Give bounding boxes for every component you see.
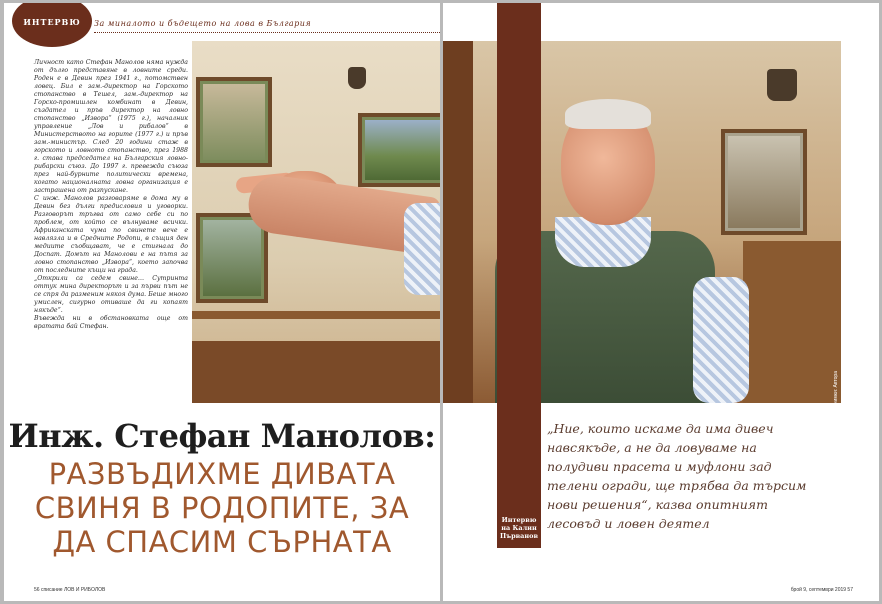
interviewer-credit: Интервю на Калин Първанов	[499, 516, 538, 540]
body-paragraph: С инж. Манолов разговаряме в дома му в Девин без дълги предисловия и уговорки. Разговорът тръгва от само себе си по проблем, от който се вълнуваме всички. Африканската чума по свинете вече е навлязла и в Средните Родопи, в същия ден медиите съобщават, че е стигнала до Доспат. Домът на Манолови е на пътя за ловно стопанство „Извора“, което започва от последните къщи на града.	[34, 195, 188, 274]
mirror-frame	[721, 129, 807, 235]
accent-column	[497, 3, 541, 548]
body-paragraph: „Открили са седем свине… Сутринта оттук мина директорът и за първи път не се спря да разменим някоя дума. Беше много умислен, сигурно отиваше да ги копаят някъде“.	[34, 275, 188, 314]
wall-lamp-icon	[767, 69, 797, 101]
header-rule	[94, 32, 440, 33]
person-hair	[565, 99, 651, 129]
cabinet	[743, 241, 841, 403]
body-paragraph: Личност като Стефан Манолов няма нужда от дълго представяне в ловните среди. Роден е в Девин през 1941 г., потомствен ловец. Бил е зам.-директор на Горското стопанство в Тешел, зам.-директор на Горско-промишлен комбинат в Девин, създател и пръв директор на ловно стопанство „Извора“ (1975 г.), началник управление „Лов и рибалов“ в Министерството на горите (1977 г.) и пръв зам.-министър. След 20 години стаж в горското и ловното стопанство, през 1988 г. става председател на Българския ловно-рибарски съюз. До 1997 г. превежда съюза през най-бурните политически времена, когато националната ловна организация е застрашена от разпускане.	[34, 59, 188, 194]
shirt-sleeve	[404, 203, 440, 295]
door-frame	[443, 41, 473, 403]
section-tab: ИНТЕРВЮ	[23, 17, 81, 27]
wall-painting-frame	[358, 113, 440, 187]
page-folio-left: 56 списание ЛОВ И РИБОЛОВ	[34, 587, 106, 593]
page-folio-right: брой 9, септември 2019 57	[790, 587, 853, 593]
body-paragraph: Въвежда ни в обстановката още от вратата бай Стефан.	[34, 315, 188, 330]
article-body	[34, 59, 188, 331]
right-page	[443, 3, 879, 601]
article-subhead: РАЗВЪДИХМЕ ДИВАТА СВИНЯ В РОДОПИТЕ, ЗА ДА СПАСИМ СЪРНАТА	[34, 457, 410, 559]
wall-painting-frame-lower	[196, 213, 268, 303]
pull-quote: „Ние, които искаме да има дивеч навсякъде, а не да ловуваме на полудиви прасета и муфлони зад телени огради, ще трябва да търсим нови решения“, казва опитният лесовъд и ловен деятел	[547, 421, 807, 531]
wall-lamp-icon	[348, 67, 366, 89]
shirt-sleeve-right	[693, 277, 749, 403]
shelf	[192, 311, 440, 319]
photo-credit: Снимки: Автора	[833, 371, 839, 408]
wall-photo-frame	[196, 77, 272, 167]
left-page	[4, 3, 440, 601]
section-header-label: За миналото и бъдещето на лова в България	[94, 19, 312, 28]
article-headline: Инж. Стефан Манолов:	[8, 417, 436, 455]
cabinet	[192, 341, 440, 403]
